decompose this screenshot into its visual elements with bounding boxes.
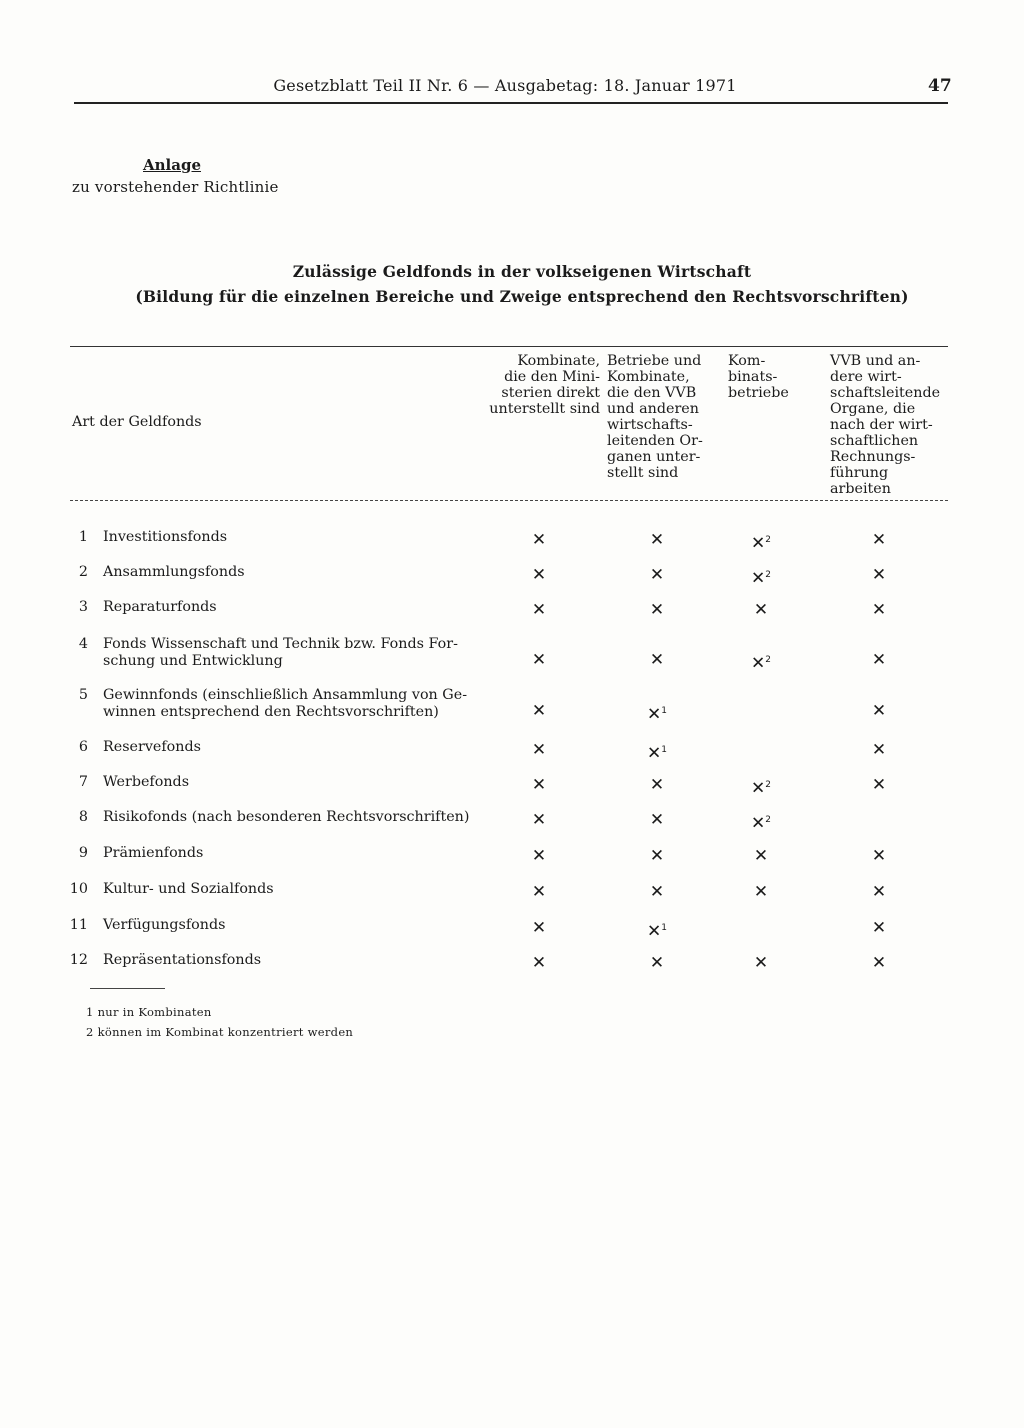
page-number: 47: [928, 76, 952, 96]
row-label: Investitionsfonds: [103, 529, 228, 545]
cross-mark: ✕: [753, 600, 769, 620]
row-label: Gewinnfonds (einschließlich Ansammlung von Ge-: [103, 687, 468, 703]
cross-mark: ✕: [871, 918, 887, 938]
column-header-line: Kombinate,: [607, 369, 690, 385]
cross-mark: ✕: [753, 846, 769, 866]
cross-mark: ✕: [649, 882, 665, 902]
cross-mark: ✕: [871, 953, 887, 973]
cross-mark: ✕: [531, 846, 547, 866]
row-label: Repräsentationsfonds: [103, 952, 262, 968]
column-header-line: führung: [830, 465, 889, 481]
column-header-line: Kombinate,: [517, 353, 600, 369]
row-number: 3: [78, 599, 88, 615]
column-header-line: stellt sind: [607, 465, 679, 481]
footnote-1: 1 nur in Kombinaten: [86, 1005, 212, 1019]
row-number: 5: [78, 687, 88, 703]
footnote-ref: 2: [765, 570, 771, 580]
cross-mark: ✕$^2$: [751, 533, 771, 554]
row-number: 4: [78, 636, 88, 652]
cross-mark: ✕$^1$: [647, 704, 667, 725]
cross-mark: ✕: [531, 882, 547, 902]
column-header-line: und anderen: [607, 401, 699, 417]
row-number: 7: [78, 774, 88, 790]
cross-mark: ✕: [871, 565, 887, 585]
column-header-line: dere wirt-: [830, 369, 902, 385]
row-number: 1: [78, 529, 88, 545]
column-header-art: Art der Geldfonds: [72, 414, 202, 430]
column-header-line: Rechnungs-: [830, 449, 916, 465]
row-number: 10: [69, 881, 88, 897]
cross-mark: ✕: [531, 600, 547, 620]
cross-mark: ✕: [649, 565, 665, 585]
cross-mark: ✕$^1$: [647, 743, 667, 764]
cross-mark: ✕$^2$: [751, 813, 771, 834]
document-title: Zulässige Geldfonds in der volkseigenen Wirtschaft: [292, 262, 752, 281]
row-number: 9: [78, 845, 88, 861]
column-header-line: VVB und an-: [830, 353, 921, 369]
cross-mark: ✕: [531, 530, 547, 550]
footnote-ref: 2: [765, 815, 771, 825]
cross-mark: ✕$^2$: [751, 778, 771, 799]
column-header-line: leitenden Or-: [607, 433, 703, 449]
cross-mark: ✕: [871, 701, 887, 721]
column-header-line: betriebe: [728, 385, 789, 401]
row-label: Werbefonds: [103, 774, 190, 790]
row-label: Fonds Wissenschaft und Technik bzw. Fonds For-: [103, 636, 458, 652]
table-top-rule: [70, 346, 948, 347]
column-header-betriebe: [607, 353, 713, 481]
row-label: Verfügungsfonds: [103, 917, 226, 933]
footnote-2: 2 können im Kombinat konzentriert werden: [86, 1025, 354, 1039]
column-header-line: unterstellt sind: [489, 401, 600, 417]
column-header-line: binats-: [728, 369, 778, 385]
column-header-kombinatsbetriebe: [728, 353, 798, 401]
row-number: 8: [78, 809, 88, 825]
cross-mark: ✕: [531, 953, 547, 973]
cross-mark: ✕: [649, 810, 665, 830]
footnote-ref: 2: [765, 655, 771, 665]
footnote-ref: 1: [661, 706, 667, 716]
cross-mark: ✕: [531, 740, 547, 760]
cross-mark: ✕: [531, 775, 547, 795]
row-label: winnen entsprechend den Rechtsvorschriften): [103, 704, 439, 720]
cross-mark: ✕: [871, 740, 887, 760]
column-header-line: Kom-: [728, 353, 766, 369]
footnote-ref: 1: [661, 745, 667, 755]
cross-mark: ✕: [753, 953, 769, 973]
document-subtitle: (Bildung für die einzelnen Bereiche und Zweige entsprechend den Rechtsvorschriften): [135, 287, 909, 306]
column-header-vvb: [830, 353, 950, 497]
column-header-line: die den Mini-: [504, 369, 600, 385]
column-header-kombinate: [476, 353, 600, 417]
cross-mark: ✕: [531, 701, 547, 721]
table-header-rule: [70, 500, 948, 501]
cross-mark: ✕: [649, 650, 665, 670]
row-number: 6: [78, 739, 88, 755]
row-label: Reparaturfonds: [103, 599, 217, 615]
row-label: Ansammlungsfonds: [103, 564, 245, 580]
row-label: Prämienfonds: [103, 845, 204, 861]
cross-mark: ✕: [871, 882, 887, 902]
cross-mark: ✕: [531, 918, 547, 938]
cross-mark: ✕: [531, 565, 547, 585]
row-label: schung und Entwicklung: [103, 653, 283, 669]
cross-mark: ✕: [649, 846, 665, 866]
row-number: 11: [69, 917, 88, 933]
cross-mark: ✕: [871, 775, 887, 795]
cross-mark: ✕$^1$: [647, 921, 667, 942]
cross-mark: ✕: [531, 650, 547, 670]
footnote-ref: 1: [661, 923, 667, 933]
cross-mark: ✕: [871, 530, 887, 550]
row-label: Risikofonds (nach besonderen Rechtsvorschriften): [103, 809, 470, 825]
cross-mark: ✕: [871, 600, 887, 620]
column-header-line: ganen unter-: [607, 449, 701, 465]
column-header-line: arbeiten: [830, 481, 891, 497]
column-header-line: wirtschafts-: [607, 417, 693, 433]
anlage-subtitle: zu vorstehender Richtlinie: [72, 178, 279, 196]
cross-mark: ✕: [649, 600, 665, 620]
footnote-ref: 2: [765, 780, 771, 790]
header-rule: [74, 102, 948, 104]
row-number: 12: [69, 952, 88, 968]
column-header-line: schaftsleitende: [830, 385, 941, 401]
cross-mark: ✕: [649, 775, 665, 795]
column-header-line: Organe, die: [830, 401, 916, 417]
cross-mark: ✕: [531, 810, 547, 830]
footnote-ref: 2: [765, 535, 771, 545]
column-header-line: nach der wirt-: [830, 417, 933, 433]
anlage-title: Anlage: [143, 156, 201, 174]
row-label: Kultur- und Sozialfonds: [103, 881, 274, 897]
cross-mark: ✕$^2$: [751, 568, 771, 589]
column-header-line: schaftlichen: [830, 433, 919, 449]
cross-mark: ✕: [871, 650, 887, 670]
row-number: 2: [78, 564, 88, 580]
cross-mark: ✕: [871, 846, 887, 866]
column-header-line: Betriebe und: [607, 353, 702, 369]
footnote-rule: [90, 988, 165, 989]
cross-mark: ✕: [649, 953, 665, 973]
column-header-line: die den VVB: [607, 385, 697, 401]
cross-mark: ✕: [649, 530, 665, 550]
running-header: Gesetzblatt Teil II Nr. 6 — Ausgabetag: 18. Januar 1971: [273, 76, 737, 95]
cross-mark: ✕: [753, 882, 769, 902]
column-header-line: sterien direkt: [501, 385, 600, 401]
cross-mark: ✕$^2$: [751, 653, 771, 674]
row-label: Reservefonds: [103, 739, 201, 755]
